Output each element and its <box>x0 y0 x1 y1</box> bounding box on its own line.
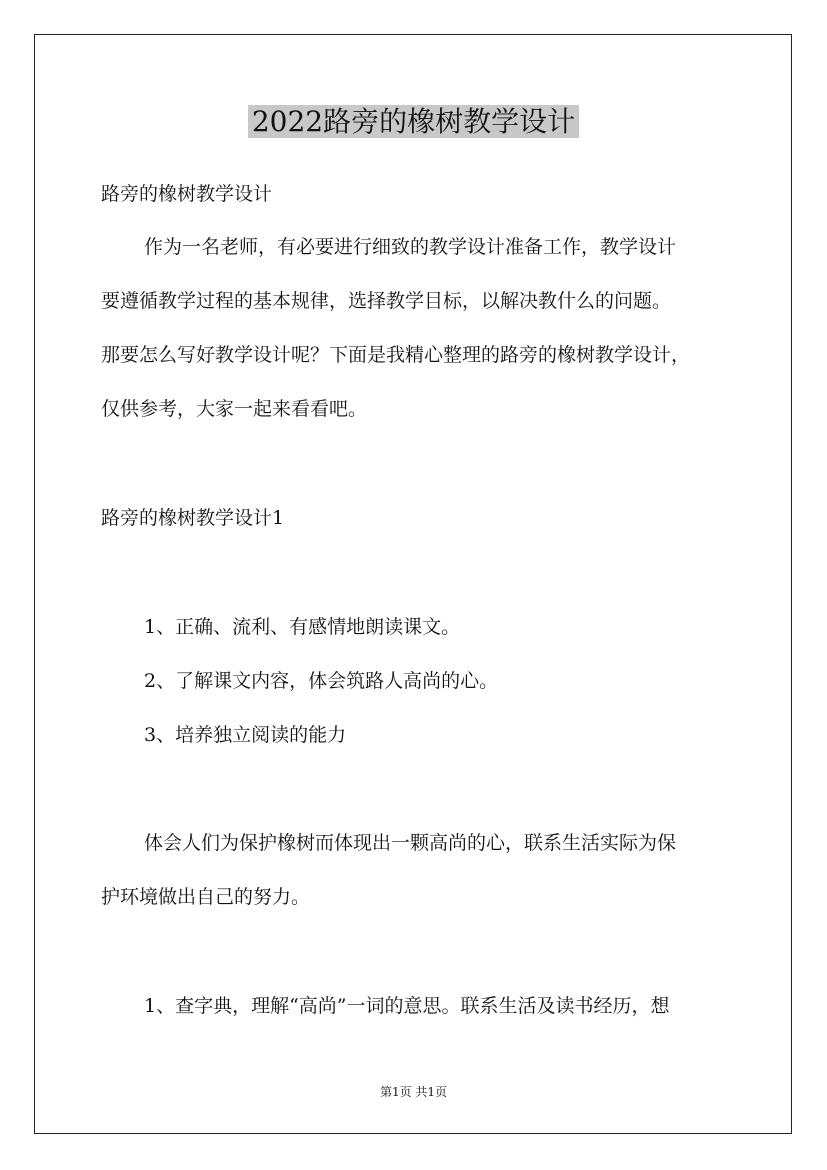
document-subtitle: 路旁的橡树教学设计 <box>101 183 273 205</box>
focus-line-2: 护环境做出自己的努力。 <box>101 886 311 908</box>
intro-line-4: 仅供参考，大家一起来看看吧。 <box>101 398 368 420</box>
focus-line-1: 体会人们为保护橡树而体现出一颗高尚的心，联系生活实际为保 <box>144 832 677 854</box>
intro-line-2: 要遵循教学过程的基本规律，选择教学目标，以解决教什么的问题。 <box>101 290 672 312</box>
intro-line-3: 那要怎么写好教学设计呢？下面是我精心整理的路旁的橡树教学设计， <box>101 344 691 366</box>
step-item: 1、查字典，理解“高尚”一词的意思。联系生活及读书经历，想 <box>144 995 670 1017</box>
section-heading: 路旁的橡树教学设计1 <box>101 507 285 529</box>
intro-line-1: 作为一名老师，有必要进行细致的教学设计准备工作，教学设计 <box>144 236 677 258</box>
goal-item: 3、培养独立阅读的能力 <box>144 724 347 746</box>
page-number-footer: 第1页 共1页 <box>379 1085 448 1099</box>
document-title: 2022路旁的橡树教学设计 <box>0 100 827 144</box>
goal-item: 2、了解课文内容，体会筑路人高尚的心。 <box>144 670 499 692</box>
goal-item: 1、正确、流利、有感情地朗读课文。 <box>144 616 461 638</box>
